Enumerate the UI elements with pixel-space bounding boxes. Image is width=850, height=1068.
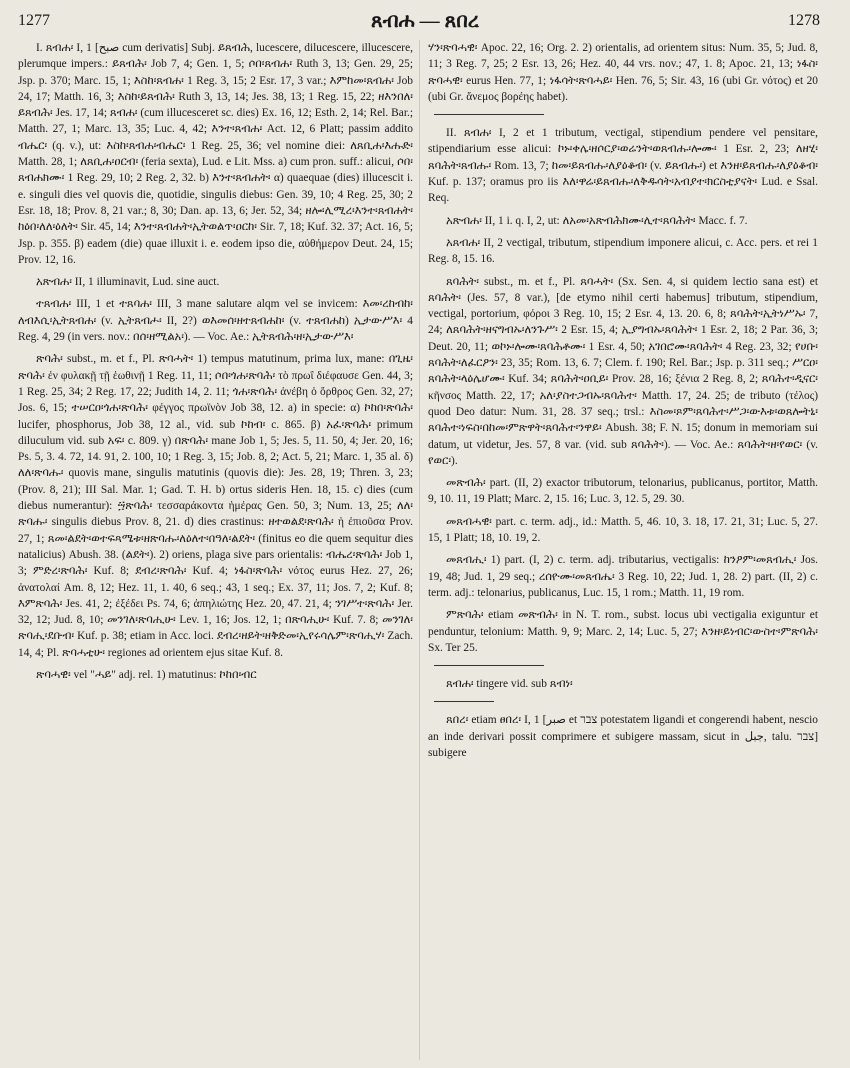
entry-matsbh: መጽብሕ፡ part. (II, 2) exactor tributorum, telonarius, publicanus, portitor, Matth. 9, 10. 11, 19 Platt; Marc. 2, 15. 16; Luc. 3, 12. 5, 29. 30. xyxy=(428,477,818,506)
entry-tsabha-i: I. ጸብሐ፡ I, 1 [صبح cum derivatis] Subj. ይጸብሕ, lucescere, dilucescere, illucescere, plerumque impers.: ይጸብሕ፡ Job 7, 4; Gen. 1, 5; ሶበ፡ጸብሐ፡ Ruth 3, 13; Gen. 29, 25; Jsp. p. 370; Marc. 15, 1; እስከ፡ጸብሐ፡ 1 Reg. 3, 15; 2 Esr. 17, 3 var.; እምከመ፡ጸብሐ፡ Job 24, 17; Matth. 16, 3; እስከ፡ይጸብሕ፡ Ruth 3, 13, 14; Jes. 38, 13; 1 Reg. 15, 22; ዘእንበለ፡ይጸብሕ፡ Jes. 17, 14; ጸብሐ፡ (cum illucesceret sc. dies) Ex. 16, 12; Esth. 2, 14; Rel. Bar.; Matth. 27, 1; Marc. 13, 35; Luc. 4, 42; እንተ፡ጸብሐ፡ Act. 12, 6 Platt; passim addito ብሔር፡ (q. v.), ut: እስከ፡ጸብሐ፡ብሔር፡ 1 Reg. 25, 36; vel nomine diei: ለጸቢሐ፡እሑድ፡ Matth. 28, 1; ለጸቢሐ፡ዐርብ፡ (feria sexta), Lud. e Lit. Mss. a) cum pron. suff.: alicui, ሶበ፡ጸብሐክሙ፡ 1 Reg. 29, 10; 2 Reg. 2, 32. b) እንተ፡ጸብሐት፡ α) quaequae (dies) illucescit i. e. singuli dies vel quovis die, quotidie, singulis diebus: Gen. 39, 10; 4 Reg. 25, 30; 2 Esr. 18, 18; Prov. 8, 21 var.; 8, 30; Dan. ap. 13, 6; Jer. 52, 34; ዘሎ፡ሊሚረ፡እንተ፡ጸብሐት፡ከዕበ፡ለለ፡ዕለት፡ Sir. 45, 14; እንተ፡ጸብሐት፡ኢትወልጥ፡ዐርከ፡ Sir. 7, 18; Kuf. 32. 37; Act. 16, 5; Jsp. p. 355. β) eadem (die) quae illuxit i. e. eodem ipso die, αὐθήμερον Deut. 24, 15; Prov. 12, 16. xyxy=(18,42,413,266)
entry-matsabhawi: መጸብሓዊ፡ part. c. term. adj., id.: Matth. 5, 46. 10, 3. 18, 17. 21, 31; Luc. 5, 27. 15, 1 Platt; 18, 10. 19, 2. xyxy=(428,515,818,545)
section-separator-2 xyxy=(434,665,544,666)
entry-tsabaht: ጸባሕት፡ subst., m. et f., Pl. ጸባሓት፡ (Sx. Sen. 4, si quidem lectio sana est) et ጸባሕት፡ (Jes. 57, 8 var.), [de etymo nihil certi habemus] tributum, stipendium, vectigal, portorium, φόροι 3 Reg. 10, 15; 2 Esr. 4, 13. 20. 6, 8; ጸባሕት፡ኢትነሥኡ፡ 7, 24; ለጸባሕት፡ዘናግብኡ፡ለንጉሥ፡ 2 Esr. 15, 4; ኢያግብኡ፡ጸባሕት፡ 1 Esr. 2, 18; 2 Par. 36, 3; Deut. 20, 11; ወኮኑ፡ሎሙ፡ጸባሕቶሙ፡ 1 Esr. 4, 50; አገበሮሙ፡ጸባሕት፡ 4 Reg. 23, 32; የሀቡ፡ጸባሕት፡ለፈርዖን፡ 23, 35; Rom. 13, 6. 7; Clem. f. 190; Rel. Bar.; Jsp. p. 311 seq.; ሥርዐ፡ጸባሕት፡ላዕሌሆሙ፡ Kuf. 34; ጸባሕት፡ዐቢይ፡ Prov. 28, 16; ξένια 2 Reg. 8, 2; ጸባሕተ፡ዲናር፡ κῆνσος Matth. 22, 17; አለ፡ያስተጋብኡ፡ጸባሕተ፡ Matth. 17, 24. 25; de tributo (τέλος) quod Deo datur: Num. 31, 28. 37 seq.; trsl.: እስመ፡ጾም፡ጸባሕተ፡ሥጋ፡ውእቱ፡ወጸሎትኒ፡ጸባሕተ፡ነፍስ፡በከመ፡ምጽዋት፡ጸባሕተ፡ንዋይ፡ Abush. 38; F. N. 15; donum in memoriam sui datum, ut videtur, Jes. 57, 8 var. (vid. sub ጸባሕት፡). — Voc. Ae.: ጸባሕት፡ዘ፡የወር፡ (v. የወር፡). xyxy=(428,275,818,467)
entry-tsabara: ጸበረ፡ etiam ፀበረ፡ I, 1 [صبر et צבר potestatem ligandi et congerendi habent, nescio an inde derivari possit comprimere et subigere massam, sicut in جبل, talu. צבר] subigere xyxy=(428,714,818,759)
section-separator xyxy=(434,114,544,115)
entry-tatsabha: ተጸብሐ፡ III, 1 et ተጸባሐ፡ III, 3 mane salutare alqm vel se invicem: እመ፡ረከብከ፡ለብእሲ፡ኢትጸብሐ፡ (v. ኢትጸብሖ፡ II, 2?) ወእመሰ፡ዘተጸብሐከ፡ (v. ተጸብሐከ) ኢታውሥእ፡ 4 Reg. 4, 29 (in vers. nov.: በሰ፡ዘሚልአ፡). — Voc. Ae.: ኢትጸብሕ፡ዘ፡ኢታውሥእ፡ xyxy=(18,298,413,344)
entry-tsbah: ጽባሕ፡ subst., m. et f., Pl. ጽባሓት፡ 1) tempus matutinum, prima lux, mane: በጊዜ፡ጽባሕ፡ ἐν φυλακῇ τῇ ἑωθινῇ 1 Reg. 11, 11; ሶበ፡ጎሐ፡ጽባሕ፡ τὸ πρωΐ διέφαυσε Gen. 44, 3; 1 Reg. 25, 34; 2 Reg. 17, 22; Judith 14, 2. 11; ጎሐ፡ጽባሕ፡ ἀνέβη ὁ ὄρθρος Gen. 32, 27; Jos. 6, 15; ተሠርዐ፡ጎሐ፡ጽባሕ፡ φέγγος πρωϊνὸν Job 38, 12. a) in specie: α) ኮከበ፡ጽባሕ፡ lucifer, phosphorus, Job 38, 12 al., vid. sub ኮከብ፡ c. 865. β) አፈ፡ጽባሕ፡ primum diluculum vid. sub አፍ፡ c. 809. γ) በጽባሕ፡ mane Job 1, 5; Jes. 5, 11. 50, 4; Jer. 20, 16; Ps. 5, 3. 4. 72, 14. 91, 2. 100, 10; 1 Reg. 3, 15; Job. 8, 2; Act. 5, 21; Marc. 1, 35 al. δ) ለለ፡ጽባሑ፡ quovis mane, singulis matutinis (quovis die): Jes. 28, 19; Thren. 3, 23; (Prov. 8, 21); III Sal. Mar. 1; Gad. T. H. b) ortus sideris Hen. 18, 15. c) dies (cum diebus numerantur): ፵ጽባሕ፡ τεσσαράκοντα ἡμέρας Gen. 50, 3; Num. 13, 25; ለለ፡ጽባሑ፡ singulis diebus Prov. 8, 21. d) dies crastinus: ዘተወልደ፡ጽባሕ፡ ἡ ἐπιοῦσα Prov. 27, 1; ጸመ፡ልደት፡ወተፍጻሜቱ፡ዘጽባሑ፡ለዕለተ፡በዓለ፡ልደት፡ (finitus eo die quem sequitur dies natalicius) Abush. 38. (ልደት፡). 2) oriens, plaga sive pars orientalis: ብሔረ፡ጽባሕ፡ Job 1, 3; ምድረ፡ጽባሕ፡ Kuf. 8; ደብረ፡ጽባሕ፡ Kuf. 4; ነፋስ፡ጽባሕ፡ νότος eurus Hez. 27, 26; ἀνατολαί Am. 8, 12; Hez. 11, 1. 40, 6 seq.; 43, 1 seq.; Ex. 37, 11; Jos. 7, 2; Kuf. 8; እምጽባሕ፡ Jes. 41, 2; ἐξέδει Ps. 74, 6; ἀπηλιώτης Hez. 20, 47. 21, 4; ንገሥተ፡ጽባሕ፡ Jer. 32, 12; Jud. 8, 10; መንገለ፡ጽባሒሁ፡ Lev. 1, 16; Jos. 12, 1; በጽባሒሁ፡ Kuf. 7. 8; መንገለ፡ጽባሒ፡ደቡብ፡ Kuf. p. 38; etiam in Acc. loci. ደብረ፡ዘይት፡ዘቅድመ፡ኢየሩሳሌም፡ጽባሒሃ፡ Zach. 14, 4; Pl. ጽባሓቲሁ፡ regiones ad orientem ejus sitae Kuf. 8. xyxy=(18,353,413,659)
entry-atsabha: አጸብሐ፡ II, 2 vectigal, tributum, stipendium imponere alicui, c. Acc. pers. et rei 1 Reg. 8, 15. 16. xyxy=(428,236,818,266)
entry-continuation: ሃን፡ጽባሓዊ፡ Apoc. 22, 16; Org. 2. 2) orientalis, ad orientem situs: Num. 35, 5; Jud. 8, 11; 3 Reg. 7, 25; 2 Esr. 13, 26; Hez. 40, 44 vrs. nov.; 47, 1. 8; Apoc. 21, 13; ነፋስ፡ጽባሓዊ፡ eurus Hen. 77, 1; ነፋሳት፡ጽባሓይ፡ Hen. 76, 5; Sir. 43, 16 (ubi Gr. νότος) et 20 (ubi Gr. ἄνεμος βορέης habet). xyxy=(428,42,818,103)
entry-atsbha-ii: አጽብሐ፡ II, 1 i. q. I, 2, ut: ለአመ፡አጽብሕክሙ፡ሊተ፡ጸባሕት፡ Macc. f. 7. xyxy=(446,214,748,227)
entry-tsabha-ii: II. ጸብሐ፡ I, 2 et 1 tributum, vectigal, stipendium pendere vel pensitare, stipendiarium esse alicui: ኮኑ፡ቀሌ፡ዘሶርያ፡ወሬንት፡ወጸብሑ፡ሎሙ፡ 1 Esr. 2, 23; ለዘሂ፡ጸባሕት፡ጸብሑ፡ Rom. 13, 7; ከመ፡ይጸብሑ፡ለያዕቆብ፡ (v. ይጸብሑ፡) et እንዘ፡ይጸብሑ፡ለያዕቆብ፡ Kuf. p. 137; oramus pro iis እለ፡ዋሬ፡ይጸብሑ፡ለቅዱሳት፡አብያተ፡ክርስቲያናት፡ Lud. e Ssal. Req. xyxy=(428,127,818,205)
cross-reference: ጸብሐ፡ tingere vid. sub ጸብነ፡ xyxy=(446,678,573,691)
section-separator-3 xyxy=(434,701,494,702)
page-number-left: 1277 xyxy=(18,12,50,29)
entry-matsabhi: መጸብሒ፡ 1) part. (I, 2) c. term. adj. tributarius, vectigalis: ከንዖም፡መጸብሒ፡ Jos. 19, 48; Jud. 1, 29 seq.; ረሰዮሙ፡መጸብሔ፡ 3 Reg. 10, 22; Jud. 1, 28. 2) part. (II, 2) c. term. adj.: telonarius, publicanus, Luc. 15, 1 rom.; Matth. 11, 19 rom. xyxy=(428,554,818,599)
page-header xyxy=(0,10,850,36)
entry-tsbahawi: ጽባሓዊ፡ vel "ሓይ" adj. rel. 1) matutinus: ኮከበ፡ብር xyxy=(36,668,257,681)
entry-mtsbah: ምጽባሕ፡ etiam መጽብሕ፡ in N. T. rom., subst. locus ubi vectigalia exiguntur et penduntur, telonium: Matth. 9, 9; Marc. 2, 14; Luc. 5, 27; እንዘ፡ይነብር፡ውስተ፡ምጽባሕ፡ Sx. Ter 25. xyxy=(428,609,818,654)
page-number-right: 1278 xyxy=(788,12,820,29)
left-column xyxy=(18,40,413,1058)
column-divider xyxy=(419,40,420,1060)
entry-atsbha: አጽብሐ፡ II, 1 illuminavit, Lud. sine auct. xyxy=(36,276,220,289)
right-column xyxy=(428,40,818,1058)
running-head: ጸብሐ — ጸበረ xyxy=(370,10,480,32)
